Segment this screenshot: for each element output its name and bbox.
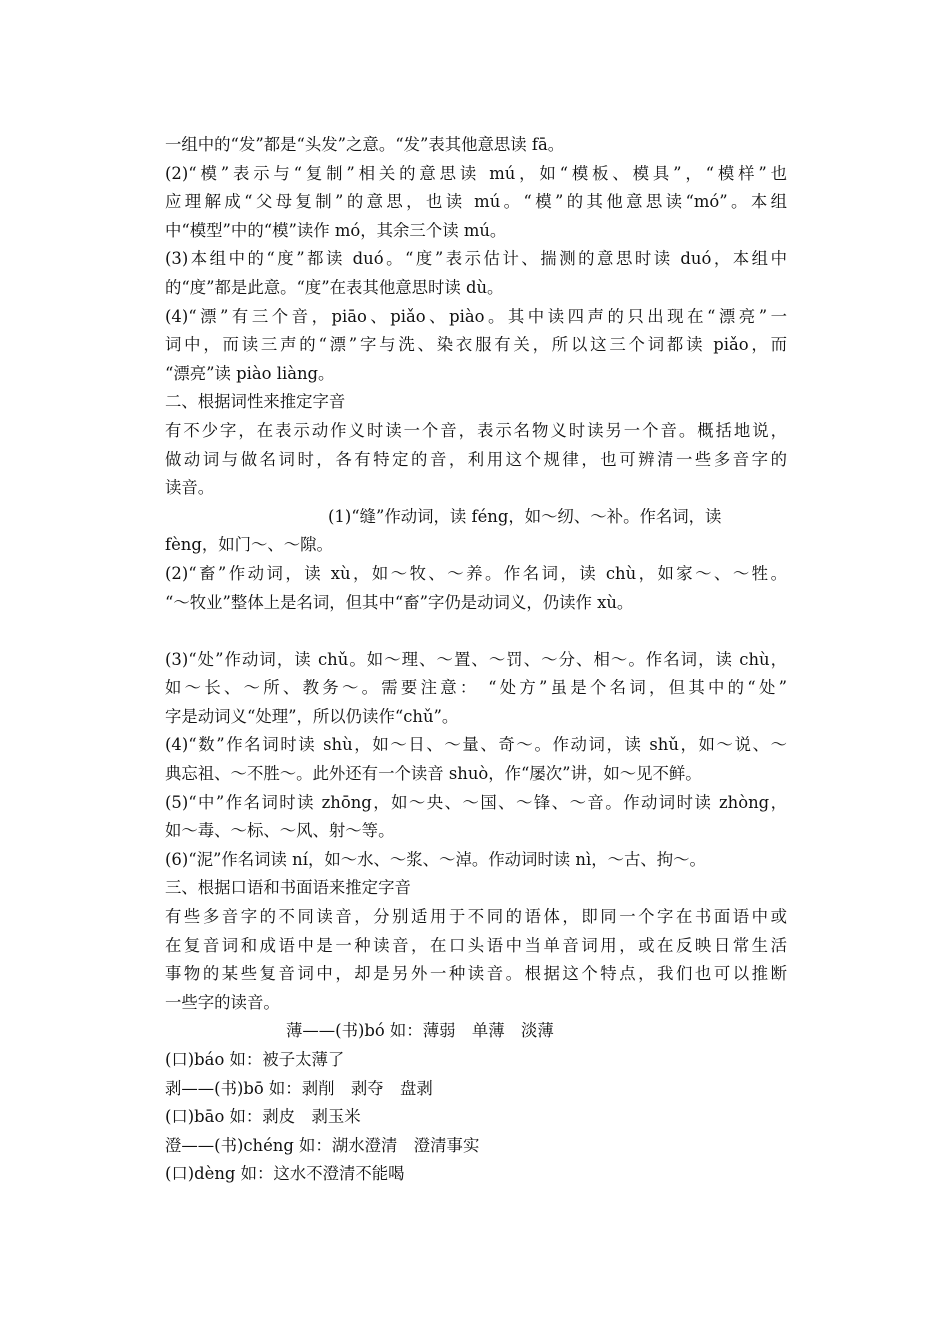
paragraph-line: 中“模型”中的“模”读作 mó，其余三个读 mú。	[165, 220, 507, 240]
paragraph-line: (4)“数”作名词时读 shù，如～日、～量、奇～。作动词，读 shǔ，如～说、～	[165, 735, 787, 755]
paragraph-line: 典忘祖、～不胜～。此外还有一个读音 shuò，作“屡次”讲，如～见不鲜。	[165, 764, 702, 784]
paragraph-line: (4)“漂”有三个音，piāo、piǎo、piào。其中读四声的只出现在“漂亮”一	[165, 306, 787, 326]
section-heading: 三、根据口语和书面语来推定字音	[165, 878, 411, 898]
paragraph-line: 在复音词和成语中是一种读音，在口头语中当单音词用，或在反映日常生活	[165, 935, 787, 955]
paragraph-line: (5)“中”作名词时读 zhōng，如～央、～国、～锋、～音。作动词时读 zhòng，	[165, 792, 787, 812]
paragraph-line: 如～长、～所、教务～。需要注意： “处方”虽是个名词，但其中的“处”	[165, 678, 787, 698]
paragraph-line: (2)“畜”作动词，读 xù，如～牧、～养。作名词，读 chù，如家～、～牲。	[165, 563, 787, 583]
paragraph-line: (6)“泥”作名词读 ní，如～水、～浆、～淖。作动词时读 nì，～古、拘～。	[165, 849, 706, 869]
paragraph-line: 做动词与做名词时，各有特定的音，利用这个规律，也可辨清一些多音字的	[165, 449, 787, 469]
example-line: 薄——(书)bó 如：薄弱 单薄 淡薄	[286, 1021, 554, 1041]
section-heading: 二、根据词性来推定字音	[165, 392, 346, 412]
example-line: (口)bāo 如：剥皮 剥玉米	[165, 1107, 361, 1127]
paragraph-line: 有些多音字的不同读音，分别适用于不同的语体，即同一个字在书面语中或	[165, 907, 787, 927]
paragraph-line: (2)“模”表示与“复制”相关的意思读 mú，如“模板、模具”，“模样”也	[165, 163, 787, 183]
paragraph-line: 事物的某些复音词中，却是另外一种读音。根据这个特点，我们也可以推断	[165, 964, 787, 984]
paragraph-line: (1)“缝”作动词，读 féng，如～纫、～补。作名词，读	[328, 506, 722, 526]
paragraph-line: 一些字的读音。	[165, 992, 280, 1012]
paragraph-line: fèng，如门～、～隙。	[165, 535, 333, 555]
paragraph-line: 应理解成“父母复制”的意思，也读 mú。“模”的其他意思读“mó”。本组	[165, 192, 787, 212]
paragraph-line: 有不少字，在表示动作义时读一个音，表示名物义时读另一个音。概括地说，	[165, 420, 787, 440]
paragraph-line: 字是动词义“处理”，所以仍读作“chǔ”。	[165, 706, 459, 726]
example-line: (口)báo 如：被子太薄了	[165, 1050, 345, 1069]
example-line: 澄——(书)chéng 如：湖水澄清 澄清事实	[165, 1135, 480, 1155]
paragraph-line: 词中，而读三声的“漂”字与洗、染衣服有关，所以这三个词都读 piǎo，而	[165, 335, 787, 355]
paragraph-line: (3)“处”作动词，读 chǔ。如～理、～置、～罚、～分、相～。作名词，读 chù，	[165, 649, 787, 669]
paragraph-line: (3)本组中的“度”都读 duó。“度”表示估计、揣测的意思时读 duó，本组中	[165, 249, 787, 269]
document-page	[165, 131, 787, 1189]
paragraph-line: 如～毒、～标、～风、射～等。	[165, 821, 395, 841]
example-line: (口)dèng 如：这水不澄清不能喝	[165, 1164, 405, 1184]
paragraph-line: “～牧业”整体上是名词，但其中“畜”字仍是动词义，仍读作 xù。	[165, 592, 634, 612]
example-line: 剥——(书)bō 如：剥削 剥夺 盘剥	[165, 1078, 433, 1098]
paragraph-line: 的“度”都是此意。“度”在表其他意思时读 dù。	[165, 277, 504, 297]
paragraph-line: 读音。	[165, 478, 215, 498]
blank-line	[165, 617, 787, 646]
paragraph-line: 一组中的“发”都是“头发”之意。“发”表其他意思读 fā。	[165, 135, 565, 154]
paragraph-line: “漂亮”读 piào liàng。	[165, 363, 335, 383]
